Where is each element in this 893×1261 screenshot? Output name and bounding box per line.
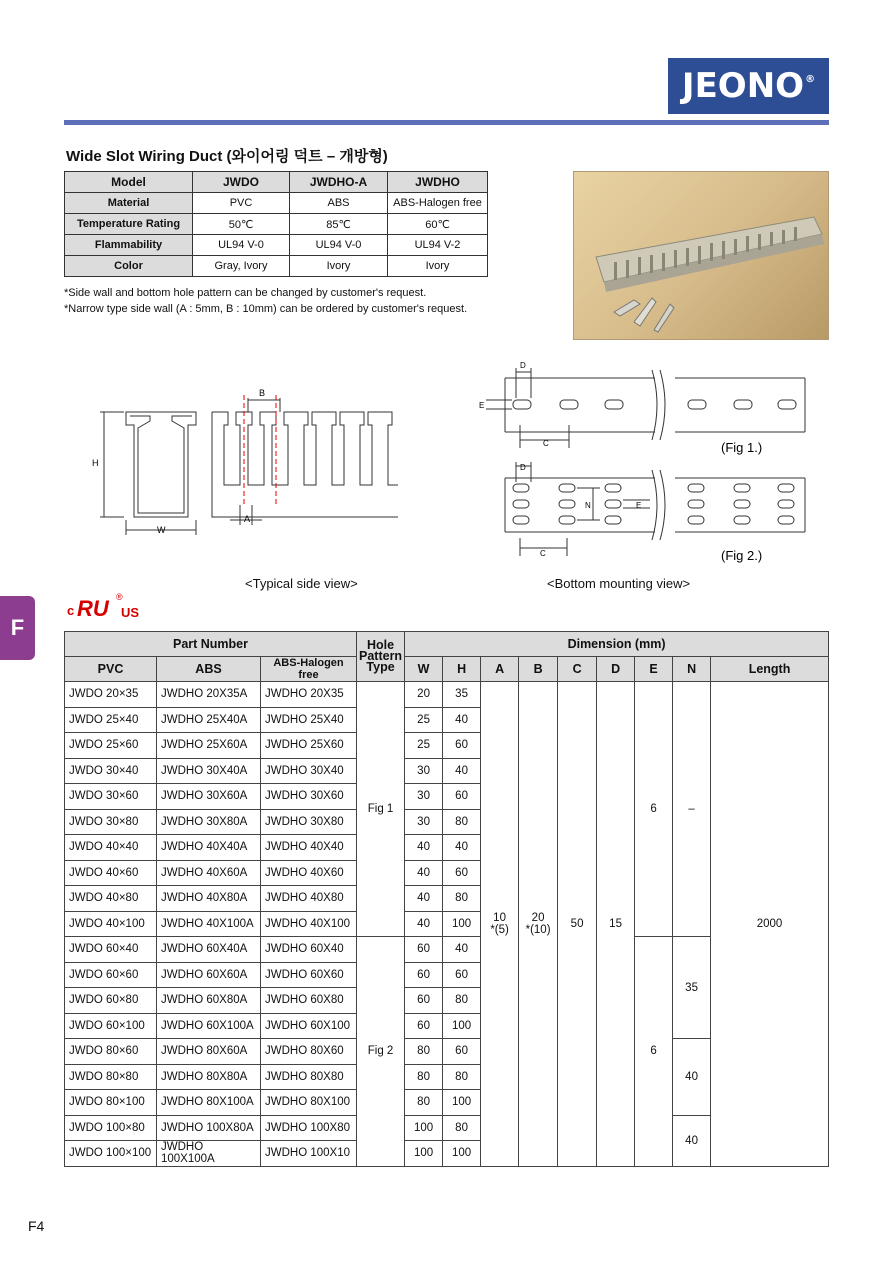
page-number: F4: [28, 1218, 45, 1234]
spec-label: Color: [65, 256, 193, 277]
abs-hf-part-cell: JWDHO 80X100: [261, 1090, 357, 1116]
abs-part-cell: JWDHO 60X40A: [157, 937, 261, 963]
pvc-part-cell: JWDO 100×80: [65, 1115, 157, 1141]
label-H: H: [92, 458, 99, 468]
part-number-table: [64, 631, 829, 1167]
header-abs: ABS: [157, 657, 261, 682]
w-cell: 60: [405, 988, 443, 1014]
pvc-part-cell: JWDO 80×100: [65, 1090, 157, 1116]
header-a: A: [481, 657, 519, 682]
header-part-number: Part Number: [65, 632, 357, 657]
abs-part-cell: JWDHO 80X80A: [157, 1064, 261, 1090]
label-B: B: [259, 388, 266, 398]
abs-hf-part-cell: JWDHO 100X80: [261, 1115, 357, 1141]
fig1-caption: (Fig 1.): [721, 440, 763, 455]
w-cell: 80: [405, 1064, 443, 1090]
pvc-part-cell: JWDO 80×80: [65, 1064, 157, 1090]
abs-hf-part-cell: JWDHO 60X80: [261, 988, 357, 1014]
label-D2: D: [520, 463, 526, 472]
a-cell: [481, 682, 519, 1167]
spec-cell: PVC: [193, 193, 290, 214]
h-cell: 60: [443, 860, 481, 886]
w-cell: 40: [405, 835, 443, 861]
w-cell: 60: [405, 962, 443, 988]
spec-cell: Ivory: [388, 256, 488, 277]
h-cell: 60: [443, 784, 481, 810]
n-cell-35: 35: [673, 937, 711, 1039]
label-C: C: [543, 439, 549, 448]
abs-part-cell: JWDHO 40X40A: [157, 835, 261, 861]
cert-reg: ®: [116, 592, 123, 602]
label-E: E: [479, 401, 485, 410]
abs-hf-part-cell: JWDHO 80X60: [261, 1039, 357, 1065]
b-alt: *(10): [525, 923, 551, 936]
abs-hf-part-cell: JWDHO 60X40: [261, 937, 357, 963]
w-cell: 40: [405, 860, 443, 886]
spec-label: Temperature Rating: [65, 214, 193, 235]
h-cell: 35: [443, 682, 481, 708]
spec-cell: UL94 V-0: [290, 235, 388, 256]
w-cell: 60: [405, 937, 443, 963]
ul-recognized-icon: [66, 588, 146, 622]
abs-part-cell: JWDHO 100X80A: [157, 1115, 261, 1141]
n-cell-40a: 40: [673, 1039, 711, 1116]
w-cell: 80: [405, 1039, 443, 1065]
abs-part-cell: JWDHO 20X35A: [157, 682, 261, 708]
w-cell: 30: [405, 809, 443, 835]
pvc-part-cell: JWDO 60×100: [65, 1013, 157, 1039]
abs-hf-part-cell: JWDHO 25X40: [261, 707, 357, 733]
h-cell: 80: [443, 988, 481, 1014]
label-C2: C: [540, 549, 546, 558]
brand-name: JEONO: [681, 66, 805, 106]
abs-part-cell: JWDHO 30X80A: [157, 809, 261, 835]
w-cell: 25: [405, 733, 443, 759]
label-A: A: [244, 514, 251, 524]
abs-hf-part-cell: JWDHO 40X40: [261, 835, 357, 861]
header-c: C: [558, 657, 597, 682]
pvc-part-cell: JWDO 30×40: [65, 758, 157, 784]
side-view-caption: <Typical side view>: [245, 576, 358, 591]
label-N: N: [585, 501, 591, 510]
w-cell: 25: [405, 707, 443, 733]
h-cell: 100: [443, 911, 481, 937]
pvc-part-cell: JWDO 25×40: [65, 707, 157, 733]
pvc-part-cell: JWDO 40×40: [65, 835, 157, 861]
b-cell: [519, 682, 558, 1167]
a-value: 10: [493, 911, 506, 924]
header-e: E: [635, 657, 673, 682]
label-D: D: [520, 361, 526, 370]
header-hole-pattern: Hole Pattern Type: [357, 632, 405, 682]
abs-hf-part-cell: JWDHO 30X60: [261, 784, 357, 810]
header-n: N: [673, 657, 711, 682]
h-cell: 100: [443, 1090, 481, 1116]
abs-part-cell: JWDHO 80X100A: [157, 1090, 261, 1116]
pvc-part-cell: JWDO 100×100: [65, 1141, 157, 1167]
abs-hf-part-cell: JWDHO 100X10: [261, 1141, 357, 1167]
abs-part-cell: JWDHO 60X80A: [157, 988, 261, 1014]
abs-hf-part-cell: JWDHO 40X80: [261, 886, 357, 912]
label-W: W: [157, 525, 166, 535]
cert-c: c: [67, 603, 75, 618]
abs-hf-part-cell: JWDHO 40X100: [261, 911, 357, 937]
h-cell: 60: [443, 962, 481, 988]
b-value: 20: [531, 911, 545, 924]
w-cell: 100: [405, 1115, 443, 1141]
h-cell: 40: [443, 937, 481, 963]
abs-part-cell: JWDHO 30X40A: [157, 758, 261, 784]
h-cell: 80: [443, 886, 481, 912]
w-cell: 40: [405, 911, 443, 937]
header-w: W: [405, 657, 443, 682]
pvc-part-cell: JWDO 80×60: [65, 1039, 157, 1065]
abs-hf-part-cell: JWDHO 25X60: [261, 733, 357, 759]
h-cell: 80: [443, 1064, 481, 1090]
abs-hf-part-cell: JWDHO 30X40: [261, 758, 357, 784]
h-cell: 40: [443, 707, 481, 733]
table-body: [65, 682, 829, 1167]
pvc-part-cell: JWDO 60×60: [65, 962, 157, 988]
pvc-part-cell: JWDO 30×80: [65, 809, 157, 835]
product-title: Wide Slot Wiring Duct (와이어링 덕트 – 개방형): [66, 148, 388, 165]
w-cell: 100: [405, 1141, 443, 1167]
note-line: *Side wall and bottom hole pattern can be changed by customer's request.: [64, 287, 427, 299]
w-cell: 60: [405, 1013, 443, 1039]
spec-cell: ABS-Halogen free: [388, 193, 488, 214]
abs-part-cell: JWDHO 100X100A: [157, 1141, 261, 1167]
w-cell: 30: [405, 758, 443, 784]
fig2-caption: (Fig 2.): [721, 548, 763, 563]
spec-cell: ABS: [290, 193, 388, 214]
e-cell-bottom: 6: [635, 937, 673, 1167]
header-abs-hf: ABS-Halogen free: [261, 657, 357, 682]
pvc-part-cell: JWDO 60×40: [65, 937, 157, 963]
w-cell: 20: [405, 682, 443, 708]
header-pvc: PVC: [65, 657, 157, 682]
w-cell: 40: [405, 886, 443, 912]
abs-hf-part-cell: JWDHO 30X80: [261, 809, 357, 835]
abs-hf-part-cell: JWDHO 60X60: [261, 962, 357, 988]
header-h: H: [443, 657, 481, 682]
c-cell: 50: [558, 682, 597, 1167]
w-cell: 80: [405, 1090, 443, 1116]
spec-label: Flammability: [65, 235, 193, 256]
abs-part-cell: JWDHO 30X60A: [157, 784, 261, 810]
section-tab-f: F: [0, 596, 35, 660]
brand-mark: ®: [805, 73, 816, 85]
spec-header-cell: JWDO: [193, 172, 290, 193]
e-cell-top: 6: [635, 682, 673, 937]
typical-side-view-diagram: [0, 0, 893, 600]
abs-hf-part-cell: JWDHO 20X35: [261, 682, 357, 708]
h-cell: 80: [443, 809, 481, 835]
length-cell: 2000: [711, 682, 829, 1167]
abs-part-cell: JWDHO 40X60A: [157, 860, 261, 886]
h-cell: 40: [443, 758, 481, 784]
header-dimension: Dimension (mm): [405, 632, 829, 657]
cert-ru: RU: [77, 596, 109, 621]
abs-part-cell: JWDHO 25X40A: [157, 707, 261, 733]
abs-hf-part-cell: JWDHO 80X80: [261, 1064, 357, 1090]
spec-header-cell: JWDHO: [388, 172, 488, 193]
cert-us: US: [121, 605, 140, 620]
pvc-part-cell: JWDO 40×100: [65, 911, 157, 937]
pvc-part-cell: JWDO 60×80: [65, 988, 157, 1014]
table-header-row: [65, 632, 829, 657]
h-cell: 60: [443, 1039, 481, 1065]
table-subheader-row: [65, 657, 829, 682]
spec-cell: Gray, Ivory: [193, 256, 290, 277]
header-d: D: [597, 657, 635, 682]
pvc-part-cell: JWDO 30×60: [65, 784, 157, 810]
pvc-part-cell: JWDO 20×35: [65, 682, 157, 708]
pvc-part-cell: JWDO 25×60: [65, 733, 157, 759]
abs-part-cell: JWDHO 80X60A: [157, 1039, 261, 1065]
pvc-part-cell: JWDO 40×60: [65, 860, 157, 886]
h-cell: 60: [443, 733, 481, 759]
d-cell: 15: [597, 682, 635, 1167]
abs-part-cell: JWDHO 40X80A: [157, 886, 261, 912]
spec-cell: 60℃: [388, 214, 488, 235]
label-E2: E: [636, 501, 642, 510]
spec-header-cell: Model: [65, 172, 193, 193]
abs-part-cell: JWDHO 60X60A: [157, 962, 261, 988]
h-cell: 100: [443, 1141, 481, 1167]
h-cell: 40: [443, 835, 481, 861]
header-length: Length: [711, 657, 829, 682]
hole-pattern-fig2: Fig 2: [357, 937, 405, 1167]
abs-part-cell: JWDHO 25X60A: [157, 733, 261, 759]
abs-hf-part-cell: JWDHO 40X60: [261, 860, 357, 886]
hole-pattern-fig1: Fig 1: [357, 682, 405, 937]
note-line: *Narrow type side wall (A : 5mm, B : 10mm) can be ordered by customer's request.: [64, 303, 468, 315]
n-cell-40b: 40: [673, 1115, 711, 1166]
h-cell: 80: [443, 1115, 481, 1141]
table-row: [65, 682, 829, 708]
spec-cell: UL94 V-2: [388, 235, 488, 256]
pvc-part-cell: JWDO 40×80: [65, 886, 157, 912]
spec-cell: 50℃: [193, 214, 290, 235]
abs-part-cell: JWDHO 40X100A: [157, 911, 261, 937]
spec-cell: 85℃: [290, 214, 388, 235]
a-alt: *(5): [490, 923, 509, 936]
spec-cell: UL94 V-0: [193, 235, 290, 256]
spec-label: Material: [65, 193, 193, 214]
header-b: B: [519, 657, 558, 682]
spec-cell: Ivory: [290, 256, 388, 277]
bottom-view-caption: <Bottom mounting view>: [547, 576, 691, 591]
n-cell-top: –: [673, 682, 711, 937]
abs-part-cell: JWDHO 60X100A: [157, 1013, 261, 1039]
w-cell: 30: [405, 784, 443, 810]
h-cell: 100: [443, 1013, 481, 1039]
spec-header-cell: JWDHO-A: [290, 172, 388, 193]
abs-hf-part-cell: JWDHO 60X100: [261, 1013, 357, 1039]
